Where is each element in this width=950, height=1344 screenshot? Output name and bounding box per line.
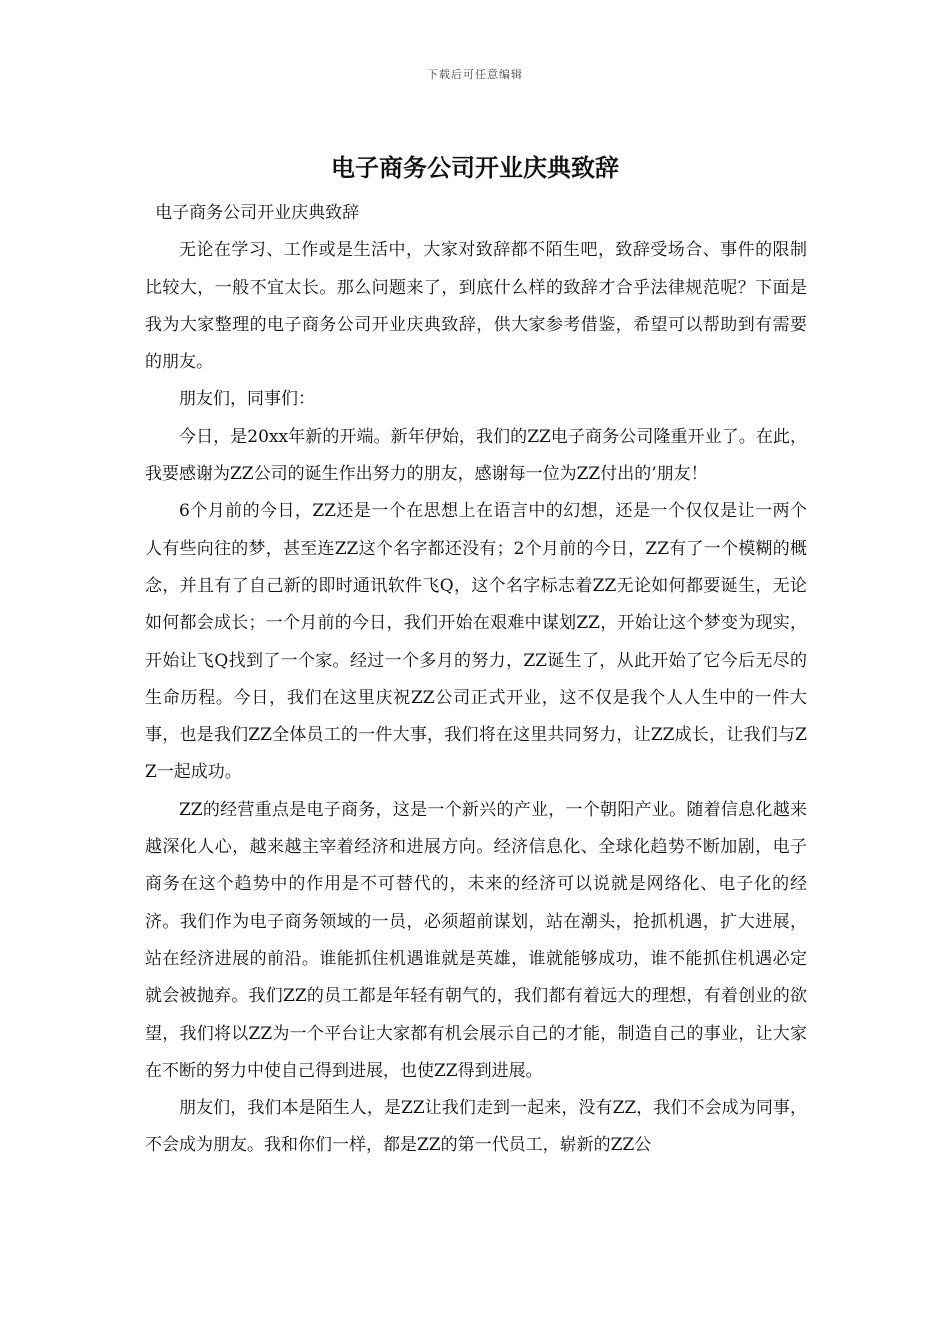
paragraph-history: 6个月前的今日，ZZ还是一个在思想上在语言中的幻想，还是一个仅仅是让一两个人有些向往的梦，甚至连ZZ这个名字都还没有；2个月前的今日，ZZ有了一个模糊的概念，并且有了自己新的即时通讯软件飞Q，这个名字标志着ZZ无论如何都要诞生，无论如何都会成长；一个月前的今日，我们开始在艰难中谋划ZZ，开始让这个梦变为现实，开始让飞Q找到了一个家。经过一个多月的努力，ZZ诞生了，从此开始了它今后无尽的生命历程。今日，我们在这里庆祝ZZ公司正式开业，这不仅是我个人人生中的一件大事，也是我们ZZ全体员工的一件大事，我们将在这里共同努力，让ZZ成长，让我们与ZZ一起成功。 [145,501,807,783]
paragraph-opening: 今日，是20xx年新的开端。新年伊始，我们的ZZ电子商务公司隆重开业了。在此，我要感谢为ZZ公司的诞生作出努力的朋友，感谢每一位为ZZ付出的’朋友！ [145,426,807,485]
paragraph-greeting: 朋友们，同事们： [179,389,315,410]
document-title: 电子商务公司开业庆典致辞 [331,154,619,182]
document-body [145,195,807,1165]
paragraph-friends: 朋友们，我们本是陌生人，是ZZ让我们走到一起来，没有ZZ，我们不会成为同事，不会成为朋友。我和你们一样，都是ZZ的第一代员工，崭新的ZZ公 [145,1098,807,1156]
document-subtitle: 电子商务公司开业庆典致辞 [155,203,360,223]
header-note: 下载后可任意编辑 [427,68,523,81]
paragraph-intro: 无论在学习、工作或是生活中，大家对致辞都不陌生吧，致辞受场合、事件的限制比较大，一般不宜太长。那么问题来了，到底什么样的致辞才合乎法律规范呢？下面是我为大家整理的电子商务公司开业庆典致辞，供大家参考借鉴，希望可以帮助到有需要的朋友。 [145,240,807,373]
paragraph-business: ZZ的经营重点是电子商务，这是一个新兴的产业，一个朝阳产业。随着信息化越来越深化人心，越来越主宰着经济和进展方向。经济信息化、全球化趋势不断加剧，电子商务在这个趋势中的作用是不可替代的，未来的经济可以说就是网络化、电子化的经济。我们作为电子商务领域的一员，必须超前谋划，站在潮头，抢抓机遇，扩大进展，站在经济进展的前沿。谁能抓住机遇谁就是英雄，谁就能够成功，谁不能抓住机遇必定就会被抛弃。我们ZZ的员工都是年轻有朝气的，我们都有着远大的理想，有着创业的欲望，我们将以ZZ为一个平台让大家都有机会展示自己的才能，制造自己的事业，让大家在不断的努力中使自己得到进展，也使ZZ得到进展。 [145,799,807,1081]
